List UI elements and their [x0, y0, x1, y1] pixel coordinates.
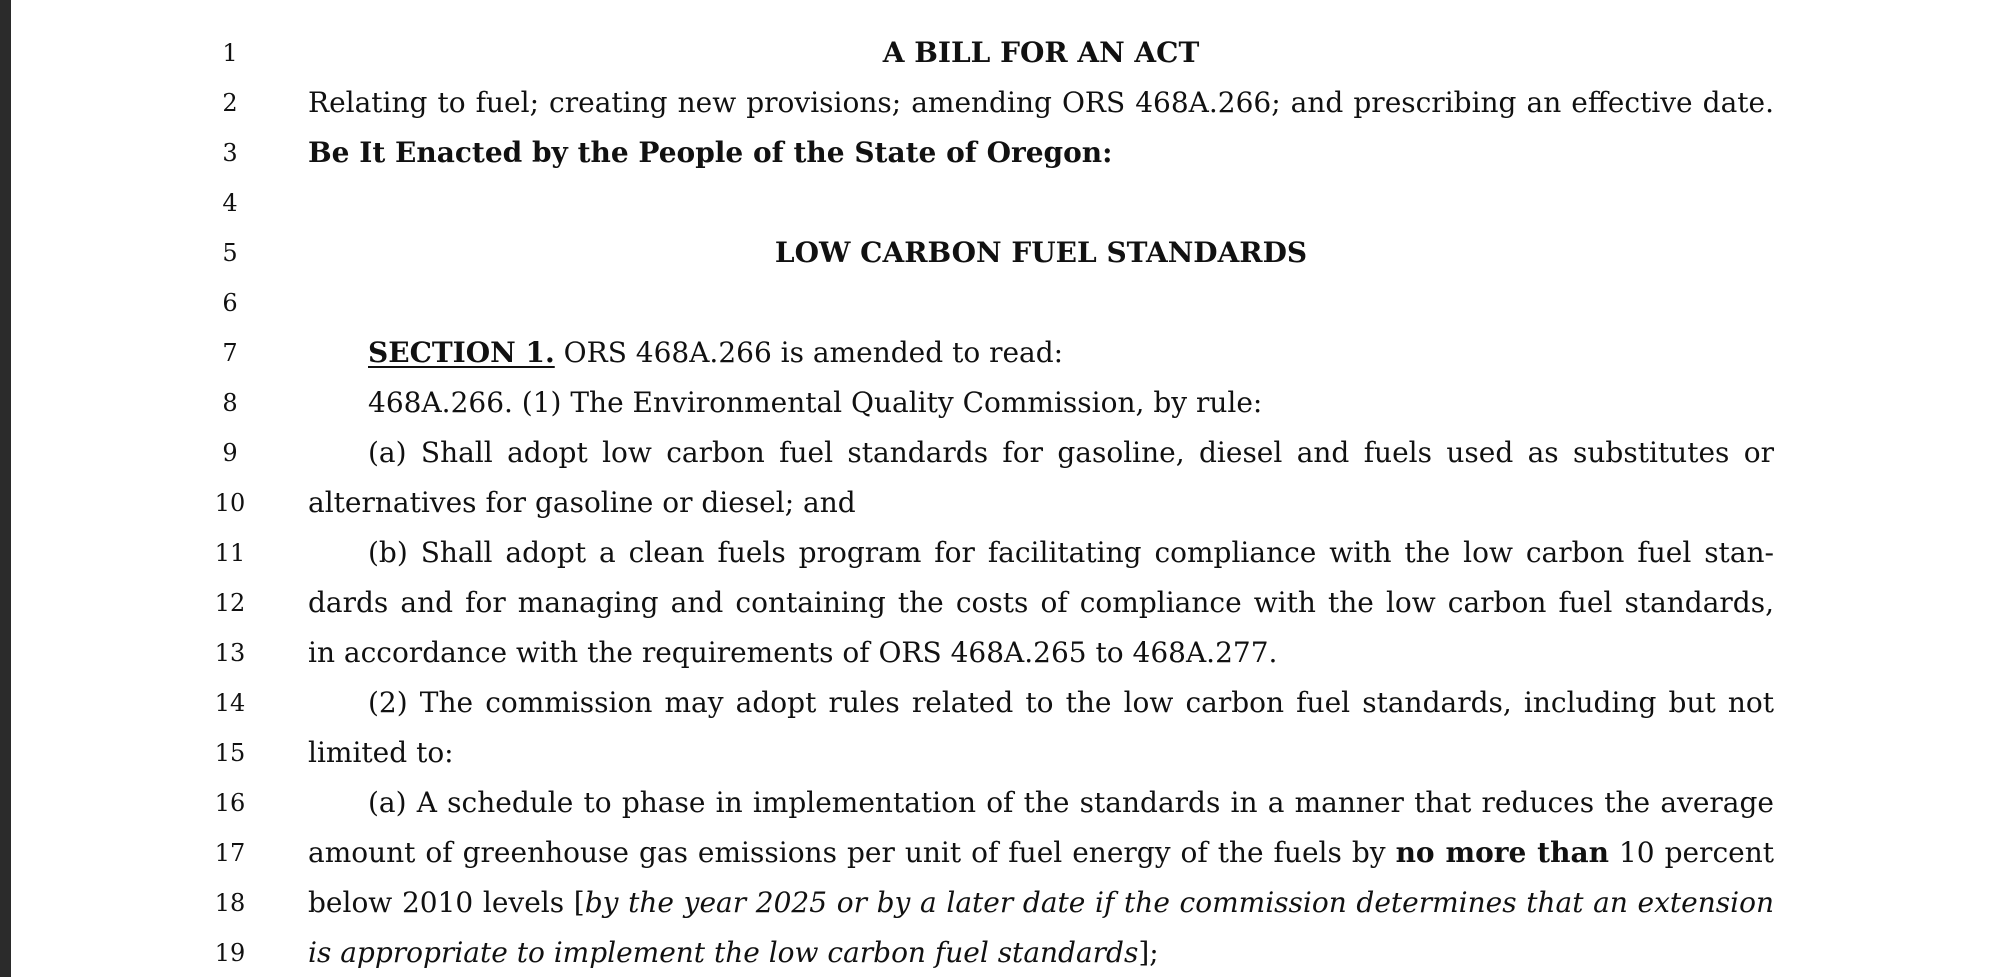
doc-line: [0, 428, 2000, 478]
section-1-text: ORS 468A.266 is amended to read:: [554, 336, 1064, 369]
line-number: 3: [222, 139, 238, 167]
line-number: 7: [222, 339, 238, 367]
statute-text: (2) The commission may adopt rules related to the low carbon fuel standards, including but not: [368, 686, 1774, 719]
section-heading: LOW CARBON FUEL STANDARDS: [774, 236, 1308, 269]
line-number: 15: [214, 739, 246, 767]
line-number: 14: [214, 689, 246, 717]
doc-line: [0, 28, 2000, 78]
relating-clause: Relating to fuel; creating new provisions; amending ORS 468A.266; and prescribing an effective date.: [308, 86, 1774, 119]
doc-line: [0, 928, 2000, 978]
line-number: 12: [214, 589, 246, 617]
doc-line: [0, 528, 2000, 578]
line-number: 16: [214, 789, 246, 817]
text-segment: ];: [1138, 936, 1159, 969]
doc-line: [0, 328, 2000, 378]
doc-line: [0, 228, 2000, 278]
line-number: 9: [222, 439, 238, 467]
statute-text: (a) Shall adopt low carbon fuel standards for gasoline, diesel and fuels used as substitutes or: [368, 436, 1774, 469]
line-number: 19: [214, 939, 246, 967]
line-number: 4: [222, 189, 238, 217]
doc-line: [0, 378, 2000, 428]
statute-text: [308, 878, 1774, 928]
doc-line: [0, 678, 2000, 728]
line-number: 8: [222, 389, 238, 417]
doc-line: [0, 578, 2000, 628]
statute-text: [308, 828, 1774, 878]
amendment-deleted-text: is appropriate to implement the low carbon fuel standards: [308, 936, 1139, 969]
statute-text: (b) Shall adopt a clean fuels program for facilitating compliance with the low carbon fuel stan-: [368, 536, 1774, 569]
statute-text: alternatives for gasoline or diesel; and: [308, 486, 856, 519]
line-number: 17: [214, 839, 246, 867]
doc-line: [0, 728, 2000, 778]
doc-line: [0, 478, 2000, 528]
statute-text: (a) A schedule to phase in implementation of the standards in a manner that reduces the average: [368, 786, 1774, 819]
doc-line: [0, 128, 2000, 178]
line-number: 13: [214, 639, 246, 667]
section-1-intro: [368, 328, 1774, 378]
bill-title: A BILL FOR AN ACT: [882, 36, 1200, 69]
statute-text: in accordance with the requirements of ORS 468A.265 to 468A.277.: [308, 636, 1278, 669]
enacting-clause: Be It Enacted by the People of the State of Oregon:: [308, 136, 1113, 169]
amendment-deleted-text: by the year 2025 or by a later date if the commission determines that an extension: [584, 886, 1774, 919]
line-number: 11: [214, 539, 246, 567]
statute-text: [308, 928, 1774, 978]
doc-line: [0, 628, 2000, 678]
line-number: 18: [214, 889, 246, 917]
doc-line: [0, 778, 2000, 828]
statute-text: limited to:: [308, 736, 454, 769]
line-number: 2: [222, 89, 238, 117]
doc-line: [0, 78, 2000, 128]
line-number: 5: [222, 239, 238, 267]
text-segment: 10 percent: [1608, 836, 1774, 869]
line-number: 6: [222, 289, 238, 317]
amendment-added-text: no more than: [1395, 836, 1609, 869]
doc-line: [0, 178, 2000, 228]
doc-line: [0, 828, 2000, 878]
text-segment: amount of greenhouse gas emissions per unit of fuel energy of the fuels by: [308, 836, 1396, 869]
line-number: 1: [222, 39, 238, 67]
section-1-label: SECTION 1.: [368, 336, 555, 369]
text-segment: below 2010 levels [: [308, 886, 585, 919]
statute-text: dards and for managing and containing the costs of compliance with the low carbon fuel standards,: [308, 586, 1774, 619]
statute-text: 468A.266. (1) The Environmental Quality Commission, by rule:: [368, 386, 1263, 419]
doc-line: [0, 878, 2000, 928]
line-number: 10: [214, 489, 246, 517]
doc-line: [0, 278, 2000, 328]
